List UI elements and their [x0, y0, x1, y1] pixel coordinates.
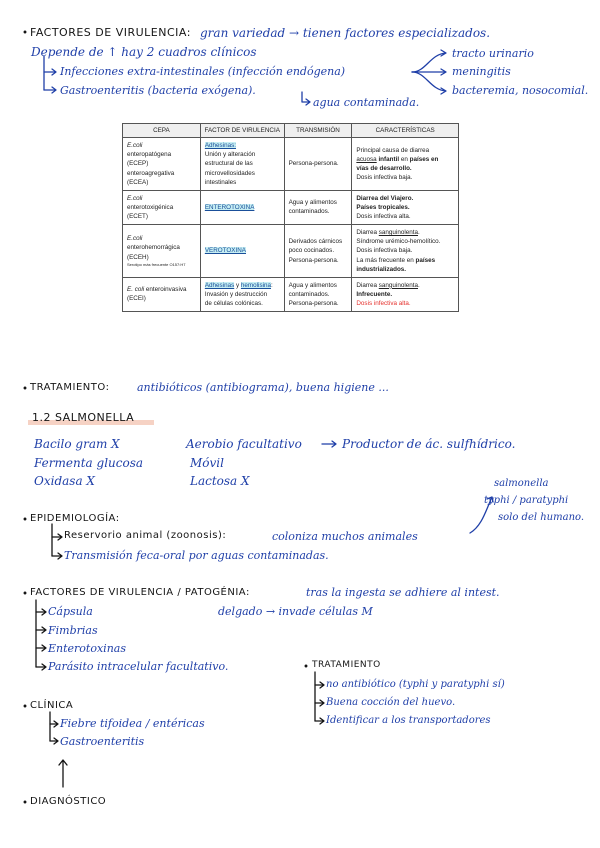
factor-end: : — [271, 281, 273, 289]
header-factor: FACTOR DE VIRULENCIA — [200, 124, 284, 138]
cepa-line: enteroagregativa — [127, 169, 175, 177]
caracteristicas-text: . — [418, 229, 420, 237]
salmonella-oxidasa: Oxidasa X — [34, 474, 95, 488]
epidemiologia-reservorio: Reservorio animal (zoonosis): — [64, 530, 227, 541]
nota-salmonella: salmonella — [494, 478, 549, 489]
caracteristicas-text: países en — [409, 155, 439, 163]
transmision-line: Agua y alimentos — [288, 281, 337, 289]
agua-contaminada: agua contaminada. — [313, 96, 420, 109]
caracteristicas-text: Principal causa de diarrea — [356, 146, 430, 154]
factores-intro: Depende de ↑ hay 2 cuadros clínicos — [31, 45, 257, 59]
caracteristicas-text: Países tropicales. — [356, 203, 410, 211]
cepa-note: Serotipo más frecuente O157:H7 — [127, 261, 186, 267]
patogenia-item-fimbrias: Fimbrias — [48, 624, 98, 637]
caracteristicas-text: Diarrea — [356, 229, 379, 237]
caracteristicas-text: Diarrea del Viajero. — [356, 194, 414, 202]
epidemiologia-title: EPIDEMIOLOGÍA: — [30, 513, 120, 524]
header-transmision: TRANSMISIÓN — [284, 124, 352, 138]
transmision-line: contaminados. — [288, 290, 330, 298]
cepa-line: enterohemorrágica — [127, 244, 180, 252]
transmision-line: poco cocinados. — [288, 247, 335, 255]
factor-line: estructural de las — [204, 160, 253, 168]
factores-title: FACTORES DE VIRULENCIA: — [30, 26, 191, 39]
cepa-italic: E. coli — [127, 286, 145, 294]
salmonella-glucosa: Fermenta glucosa — [34, 456, 144, 470]
transmision-line: Persona-persona. — [288, 160, 339, 168]
cepa-line: (ECEI) — [127, 295, 146, 303]
header-cepa: CEPA — [123, 124, 201, 138]
factor-line: microvellosidades — [204, 169, 255, 177]
nota-humano: solo del humano. — [498, 512, 585, 523]
caracteristicas-text: acuosa — [356, 155, 377, 163]
epidemiologia-transmision: Transmisión feca-oral por aguas contaminadas. — [64, 549, 329, 562]
cuadro-extraintestinal: Infecciones extra-intestinales (infección endógena) — [60, 65, 346, 78]
factor-line: Invasión y destrucción — [204, 290, 268, 298]
sitio-tracto-urinario: tracto urinario — [452, 47, 534, 60]
cepa-line: (ECEP) — [127, 160, 149, 168]
epidemiologia-coloniza: coloniza muchos animales — [272, 530, 418, 543]
salmonella-bacilo: Bacilo gram X — [34, 437, 120, 451]
factor-highlight: Adhesinas — [204, 281, 235, 289]
clinica-item-fiebre: Fiebre tifoidea / entéricas — [60, 717, 205, 730]
caracteristicas-text: La más frecuente en — [356, 256, 416, 264]
caracteristicas-text: vías de desarrollo. — [356, 164, 412, 172]
caracteristicas-text: . — [418, 281, 420, 289]
nota-typhi: typhi / paratyphi — [484, 495, 569, 506]
factor-line: de células colónicas. — [204, 300, 263, 307]
cepa-line: E.coli — [127, 142, 143, 150]
tratamiento2-title: TRATAMIENTO — [312, 660, 381, 670]
salmonella-title: 1.2 SALMONELLA — [32, 411, 135, 424]
factor-highlight: ENTEROTOXINA — [204, 203, 255, 211]
tratamiento2-item-transportadores: Identificar a los transportadores — [326, 715, 491, 726]
tratamiento2-item-coccion: Buena cocción del huevo. — [326, 697, 456, 708]
caracteristicas-text: Dosis infectiva alta. — [356, 213, 411, 220]
tratamiento-title: TRATAMIENTO: — [30, 382, 110, 393]
caracteristicas-text: Dosis infectiva baja. — [356, 247, 413, 255]
factor-mid: y — [234, 281, 241, 289]
cuadro-gastroenteritis: Gastroenteritis (bacteria exógena). — [60, 84, 256, 97]
patogenia-delgado: delgado → invade células M — [218, 605, 373, 618]
sitio-meningitis: meningitis — [452, 65, 511, 78]
tratamiento-text: antibióticos (antibiograma), buena higiene ... — [137, 381, 389, 394]
cepa-line: E.coli — [127, 235, 143, 243]
cepa-rest: enteroinvasiva — [144, 286, 187, 294]
caracteristicas-text: sanguinolenta — [378, 281, 418, 289]
cepa-line: (ECEH) — [127, 253, 149, 261]
factores-text: gran variedad → tienen factores especializados. — [200, 26, 491, 40]
caracteristicas-text: sanguinolenta — [378, 229, 418, 237]
caracteristicas-text: Dosis infectiva baja. — [356, 174, 413, 182]
factor-highlight: VEROTOXINA — [204, 247, 247, 255]
caracteristicas-text: Dosis infectiva alta. — [356, 300, 411, 307]
transmision-line: Persona-persona. — [288, 256, 339, 264]
tratamiento2-item-antibiotico: no antibiótico (typhi y paratyphi sí) — [326, 679, 505, 690]
patogenia-title: FACTORES DE VIRULENCIA / PATOGÉNIA: — [30, 587, 250, 598]
factor-line: Unión y alteración — [204, 151, 256, 159]
salmonella-aerobio: Aerobio facultativo — [186, 437, 302, 451]
cepa-line: enteropatógena — [127, 151, 172, 159]
transmision-line: Persona-persona. — [288, 300, 339, 307]
patogenia-text: tras la ingesta se adhiere al intest. — [306, 586, 500, 599]
factor-line: intestinales — [204, 178, 237, 186]
salmonella-lactosa: Lactosa X — [190, 474, 250, 488]
caracteristicas-text: Infrecuente. — [356, 290, 393, 298]
cepa-line: (ECEA) — [127, 178, 149, 186]
transmision-line: Derivados cárnicos — [288, 238, 343, 246]
patogenia-item-parasito: Parásito intracelular facultativo. — [48, 660, 229, 673]
patogenia-item-enterotoxinas: Enterotoxinas — [48, 642, 126, 655]
factor-highlight: hemolisina — [240, 281, 271, 289]
header-caracteristicas: CARACTERÍSTICAS — [352, 124, 459, 138]
transmision-line: contaminados. — [288, 208, 330, 216]
clinica-title: CLÍNICA — [30, 700, 74, 711]
caracteristicas-text: Síndrome urémico-hemolítico. — [356, 238, 441, 246]
patogenia-item-capsula: Cápsula — [48, 605, 93, 618]
clinica-item-gastro: Gastroenteritis — [60, 735, 145, 748]
cepa-line: E.coli — [127, 194, 143, 202]
factor-highlight: Adhesinas: — [204, 142, 236, 150]
caracteristicas-text: países — [415, 256, 436, 264]
salmonella-sulfhidrico: Productor de ác. sulfhídrico. — [342, 437, 516, 451]
salmonella-movil: Móvil — [190, 456, 224, 470]
cepa-line: (ECET) — [127, 213, 148, 220]
caracteristicas-text: Diarrea — [356, 281, 379, 289]
caracteristicas-text: infantil — [378, 155, 400, 163]
cepa-line: enterotoxigénica — [127, 203, 174, 211]
transmision-line: Agua y alimentos — [288, 199, 337, 207]
caracteristicas-text: en — [399, 155, 410, 163]
diagnostico-title: DIAGNÓSTICO — [30, 796, 107, 807]
caracteristicas-text: industrializados. — [356, 265, 407, 273]
sitio-bacteremia: bacteremia, nosocomial. — [452, 84, 589, 97]
